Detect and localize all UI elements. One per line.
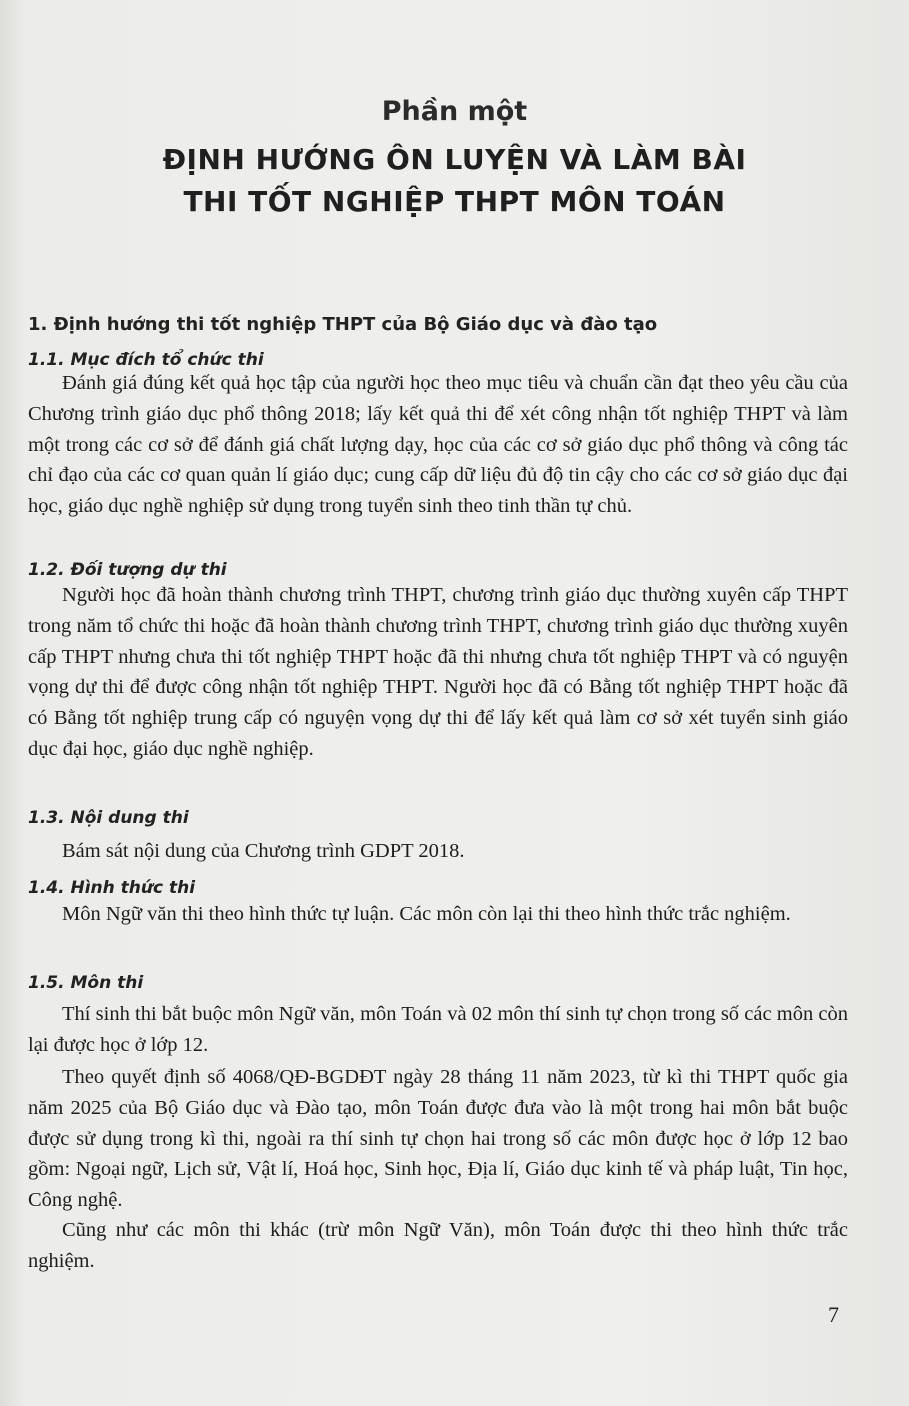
subsection-title-1-4: 1.4. Hình thức thi [28, 878, 196, 898]
paragraph-format: Môn Ngữ văn thi theo hình thức tự luận. Các môn còn lại thi theo hình thức trắc nghiệm. [62, 903, 791, 925]
paragraph-candidates: Người học đã hoàn thành chương trình THPT, chương trình giáo dục thường xuyên cấp THPT trong năm tổ chức thi hoặc đã hoàn thành chương trình THPT, chương trình giáo dục thường xuyên cấp THPT nhưng chưa thi tốt nghiệp THPT hoặc đã thi nhưng chưa tốt nghiệp THPT và có nguyện vọng dự thi để được công nhận tốt nghiệp THPT. Người học đã có Bằng tốt nghiệp THPT hoặc đã có Bằng tốt nghiệp trung cấp có nguyện vọng dự thi để lấy kết quả làm cơ sở xét tuyển sinh giáo dục đại học, giáo dục nghề nghiệp. [28, 584, 848, 760]
subsection-title-1-3: 1.3. Nội dung thi [28, 808, 189, 828]
chapter-title-line-1: ĐỊNH HƯỚNG ÔN LUYỆN VÀ LÀM BÀI [162, 143, 747, 176]
subsection-title-1-1: 1.1. Mục đích tổ chức thi [28, 350, 264, 370]
paragraph-purpose: Đánh giá đúng kết quả học tập của người học theo mục tiêu và chuẩn cần đạt theo yêu cầu của Chương trình giáo dục phổ thông 2018; lấy kết quả thi để xét công nhận tốt nghiệp THPT và làm một trong các cơ sở để đánh giá chất lượng dạy, học của các cơ sở giáo dục phổ thông và công tác chỉ đạo của các cơ quan quản lí giáo dục; cung cấp dữ liệu đủ độ tin cậy cho các cơ sở giáo dục đại học, giáo dục nghề nghiệp sử dụng trong tuyển sinh theo tinh thần tự chủ. [28, 372, 848, 518]
paragraph-content: Bám sát nội dung của Chương trình GDPT 2018. [62, 840, 465, 862]
paragraph-subjects-2: Theo quyết định số 4068/QĐ-BGDĐT ngày 28 tháng 11 năm 2023, từ kì thi THPT quốc gia năm 2025 của Bộ Giáo dục và Đào tạo, môn Toán được đưa vào là một trong hai môn bắt buộc được sử dụng trong kì thi, ngoài ra thí sinh tự chọn hai trong số các môn được học ở lớp 12 bao gồm: Ngoại ngữ, Lịch sử, Vật lí, Hoá học, Sinh học, Địa lí, Giáo dục kinh tế và pháp luật, Tin học, Công nghệ. [28, 1066, 848, 1212]
part-label: Phần một [381, 96, 528, 127]
subsection-title-1-2: 1.2. Đối tượng dự thi [28, 560, 227, 580]
paragraph-subjects-1: Thí sinh thi bắt buộc môn Ngữ văn, môn Toán và 02 môn thí sinh tự chọn trong số các môn còn lại được học ở lớp 12. [28, 1003, 848, 1056]
chapter-title-line-2: THI TỐT NGHIỆP THPT MÔN TOÁN [183, 185, 726, 218]
subsection-title-1-5: 1.5. Môn thi [28, 973, 144, 993]
section-heading: 1. Định hướng thi tốt nghiệp THPT của Bộ Giáo dục và đào tạo [28, 314, 658, 335]
page-number: 7 [828, 1302, 839, 1327]
paragraph-subjects-3: Cũng như các môn thi khác (trừ môn Ngữ Văn), môn Toán được thi theo hình thức trắc nghiệm. [28, 1219, 848, 1272]
